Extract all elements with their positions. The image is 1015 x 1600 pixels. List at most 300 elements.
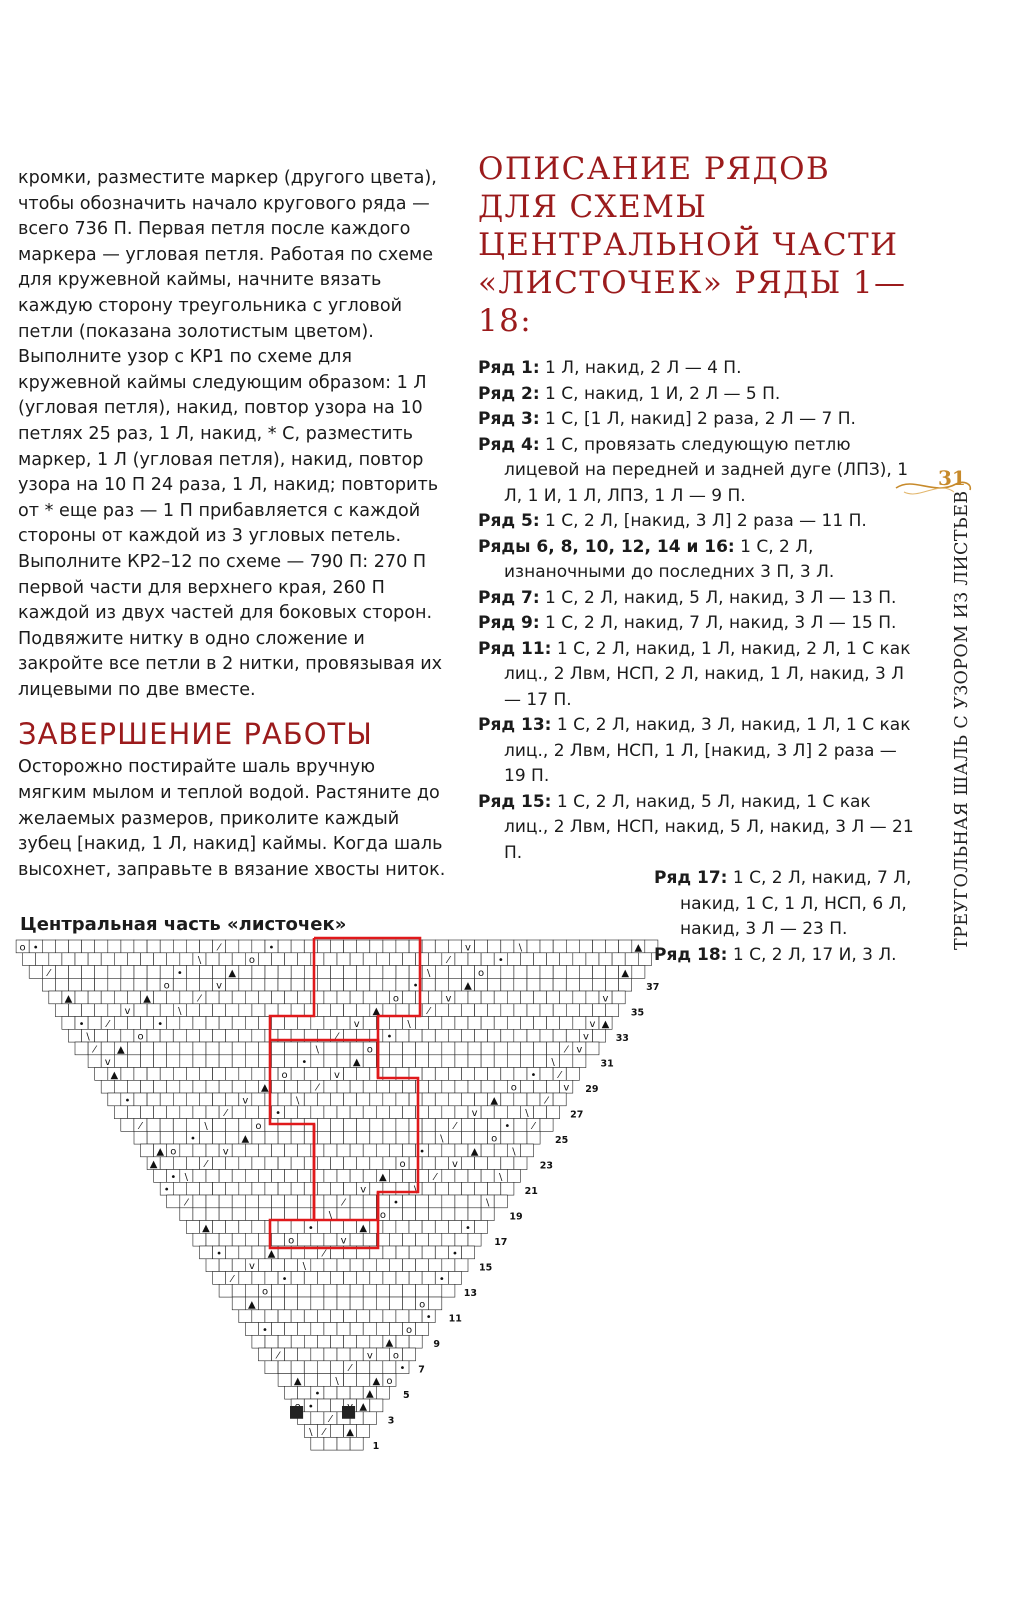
- chart-cell: [317, 1093, 330, 1106]
- chart-cell: [337, 1017, 350, 1030]
- chart-symbol: \: [407, 1018, 411, 1030]
- chart-cell: [403, 953, 416, 966]
- chart-cell: [468, 1208, 481, 1221]
- chart-cell: [324, 1195, 337, 1208]
- chart-cell: [285, 1042, 298, 1055]
- chart-cell: [442, 1106, 455, 1119]
- chart-cell: [82, 966, 95, 979]
- right-column: [478, 150, 918, 968]
- chart-cell: [304, 1335, 317, 1348]
- chart-cell: [468, 1080, 481, 1093]
- chart-cell: [612, 991, 625, 1004]
- chart-cell: [180, 1042, 193, 1055]
- chart-cell: [213, 1272, 226, 1285]
- chart-cell: [416, 1323, 429, 1336]
- chart-symbol: ⁄: [342, 1197, 345, 1209]
- chart-cell: [527, 1004, 540, 1017]
- chart-cell: [416, 1233, 429, 1246]
- chart-cell: [213, 1068, 226, 1081]
- chart-cell: [442, 1208, 455, 1221]
- chart-symbol: •: [504, 1120, 511, 1132]
- chart-cell: [141, 1080, 154, 1093]
- chart-cell: [514, 1131, 527, 1144]
- chart-symbol: •: [438, 1273, 445, 1285]
- chart-symbol: o: [281, 1069, 288, 1081]
- chart-symbol: ⁄: [558, 1069, 561, 1081]
- chart-cell: [232, 1042, 245, 1055]
- chart-cell: [186, 1004, 199, 1017]
- chart-cell: [429, 1144, 442, 1157]
- chart-symbol: ▲: [621, 967, 630, 979]
- intro-paragraph: кромки, разместите маркер (другого цвета), чтобы обозначить начало кругового ряда — всего 736 П. Первая петля после каждого маркера — угловая петля. Работая по схеме для кружевной каймы, начните вязать каждую сторону треугольника с угловой петли (показана золотистым цветом). Выполните узор с КР1 по схеме для кружевной каймы следующим образом: 1 Л (угловая петля), накид, повтор узора на 10 петлях 25 раз, 1 Л, накид, * С, разместить маркер, 1 Л (угловая петля), накид, повтор узора на 10 П 24 раза, 1 Л, накид; повторить от * еще раз — 1 П прибавляется с каждой стороны от каждой из 3 угловых петель. Выполните КР2–12 по схеме — 790 П: 270 П первой части для верхнего края, 260 П каждой из двух частей для боковых сторон. Подвяжите нитку в одно сложение и закройте все петли в 2 нитки, провязывая их лицевыми по две вместе.: [18, 168, 443, 700]
- chart-symbol: •: [262, 1324, 268, 1336]
- row-text: 1 С, 2 Л, 17 И, 3 Л.: [727, 944, 897, 965]
- chart-cell: [435, 1029, 448, 1042]
- chart-symbol: ⁄: [316, 1082, 319, 1094]
- chart-cell: [586, 1042, 599, 1055]
- chart-cell: [350, 1348, 363, 1361]
- chart-cell: [193, 1208, 206, 1221]
- chart-cell: [534, 1106, 547, 1119]
- chart-cell: [429, 1284, 442, 1297]
- chart-cell: [429, 1042, 442, 1055]
- chart-symbol: •: [412, 980, 419, 992]
- chart-cell: [344, 1310, 357, 1323]
- chart-cell: [154, 1106, 167, 1119]
- chart-cell: [435, 1093, 448, 1106]
- chart-symbol: •: [307, 1222, 314, 1234]
- chart-cell: [317, 1335, 330, 1348]
- chart-symbol: o: [419, 1299, 426, 1311]
- chart-cell: [272, 1259, 285, 1272]
- chart-cell: [514, 1004, 527, 1017]
- chart-symbol: ▲: [352, 1057, 361, 1068]
- chart-cell: [272, 1017, 285, 1030]
- chart-cell: [573, 991, 586, 1004]
- chart-cell: [422, 1029, 435, 1042]
- chart-cell: [173, 1131, 186, 1144]
- chart-cell: [186, 1068, 199, 1081]
- chart-cell: [481, 1144, 494, 1157]
- chart-symbol: o: [491, 1133, 498, 1145]
- chart-cell: [317, 1399, 330, 1412]
- chart-symbol: ⁄: [545, 1095, 548, 1107]
- chart-cell: [357, 1310, 370, 1323]
- chart-cell: [252, 1004, 265, 1017]
- chart-cell: [285, 953, 298, 966]
- chart-cell: [455, 1055, 468, 1068]
- chart-cell: [566, 978, 579, 991]
- chart-cell: [285, 991, 298, 1004]
- chart-row-number: 1: [372, 1441, 380, 1452]
- chart-cell: [160, 1157, 173, 1170]
- chart-cell: [357, 1093, 370, 1106]
- row-text: 1 С, провязать следующую петлю лицевой на передней и задней дуге (ЛПЗ), 1 Л, 1 И, 1 Л, ЛПЗ, 1 Л — 9 П.: [504, 434, 909, 506]
- chart-cell: [219, 1055, 232, 1068]
- chart-cell: [534, 1080, 547, 1093]
- chart-cell: [331, 1335, 344, 1348]
- chart-symbol: •: [386, 1031, 393, 1043]
- chart-cell: [455, 953, 468, 966]
- chart-cell: [55, 978, 68, 991]
- chart-cell: [324, 1042, 337, 1055]
- chart-cell: [186, 1029, 199, 1042]
- chart-cell: [534, 1017, 547, 1030]
- chart-cell: [147, 978, 160, 991]
- chart-cell: [330, 1272, 343, 1285]
- chart-cell: [278, 1004, 291, 1017]
- chart-cell: [337, 1437, 350, 1450]
- chart-symbol: •: [157, 1018, 164, 1030]
- chart-cell: [363, 1233, 376, 1246]
- chart-cell: [383, 1157, 396, 1170]
- chart-cell: [579, 978, 592, 991]
- chart-cell: [311, 1297, 324, 1310]
- chart-cell: [265, 1272, 278, 1285]
- chart-cell: [435, 940, 448, 953]
- chart-cell: [298, 1233, 311, 1246]
- chart-cell: [278, 1310, 291, 1323]
- chart-symbol: \: [512, 1146, 516, 1158]
- chart-cell: [396, 1131, 409, 1144]
- chart-cell: [258, 953, 271, 966]
- row-label: Ряд 17:: [654, 868, 728, 888]
- chart-cell: [304, 1374, 317, 1387]
- chart-cell: [285, 1195, 298, 1208]
- chart-cell: [239, 1221, 252, 1234]
- row-text: 1 С, 2 Л, накид, 5 Л, накид, 3 Л — 13 П.: [539, 587, 897, 608]
- chart-cell: [134, 1068, 147, 1081]
- chart-cell: [200, 966, 213, 979]
- chart-cell: [219, 1195, 232, 1208]
- row-instruction: [654, 943, 918, 969]
- chart-cell: [507, 991, 520, 1004]
- chart-symbol: ▲: [346, 1426, 354, 1438]
- chart-cell: [540, 978, 553, 991]
- chart-cell: [311, 1437, 324, 1450]
- chart-symbol: ▲: [143, 993, 151, 1005]
- chart-cell: [121, 1119, 134, 1132]
- chart-cell: [370, 978, 383, 991]
- chart-cell: [317, 966, 330, 979]
- chart-cell: [232, 991, 245, 1004]
- chart-cell: [82, 1004, 95, 1017]
- chart-cell: [324, 1106, 337, 1119]
- row-label: Ряд 11:: [478, 638, 552, 659]
- chart-cell: [593, 1029, 606, 1042]
- chart-cell: [298, 1042, 311, 1055]
- chart-symbol: •: [268, 942, 275, 954]
- chart-cell: [350, 1144, 363, 1157]
- chart-cell: [481, 1080, 494, 1093]
- chart-cell: [199, 978, 212, 991]
- chart-cell: [232, 1233, 245, 1246]
- chart-cell: [206, 1259, 219, 1272]
- chart-cell: [409, 1272, 422, 1285]
- page-number: 31: [938, 466, 966, 490]
- chart-cell: [95, 940, 108, 953]
- chart-cell: [298, 1017, 311, 1030]
- chart-cell: [481, 1106, 494, 1119]
- row-text: 1 С, 2 Л, накид, 1 Л, накид, 2 Л, 1 С как лиц., 2 Лвм, НСП, 2 Л, накид, 1 Л, накид, 3 Л — 17 П.: [504, 638, 911, 710]
- chart-cell: [278, 1335, 291, 1348]
- chart-cell: [350, 1106, 363, 1119]
- knitting-chart: [0, 930, 660, 1470]
- chart-cell: [180, 1055, 193, 1068]
- row-label: Ряд 7:: [478, 587, 540, 608]
- chart-cell: [245, 1170, 258, 1183]
- chart-cell: [311, 1348, 324, 1361]
- chart-symbol: •: [307, 1401, 314, 1413]
- row-text: 1 Л, накид, 2 Л — 4 П.: [539, 358, 742, 378]
- chart-symbol: •: [392, 1197, 399, 1209]
- row-label: Ряд 2:: [478, 383, 540, 404]
- chart-row-number: 21: [524, 1186, 538, 1197]
- chart-symbol: o: [406, 1324, 413, 1336]
- chart-symbol: ⁄: [532, 1120, 535, 1132]
- chart-cell: [448, 1068, 461, 1081]
- chart-cell: [403, 1042, 416, 1055]
- chart-cell: [114, 1080, 127, 1093]
- chart-cell: [455, 1195, 468, 1208]
- chart-cell: [199, 1068, 212, 1081]
- chart-cell: [357, 978, 370, 991]
- chart-cell: [344, 940, 357, 953]
- chart-cell: [376, 1386, 389, 1399]
- chart-cell: [422, 1246, 435, 1259]
- chart-symbol: v: [222, 1146, 229, 1158]
- chart-cell: [291, 1004, 304, 1017]
- chart-cell: [180, 1106, 193, 1119]
- chart-cell: [160, 940, 173, 953]
- chart-cell: [167, 1195, 180, 1208]
- chart-cell: [442, 1055, 455, 1068]
- chart-cell: [619, 978, 632, 991]
- chart-cell: [363, 1208, 376, 1221]
- chart-symbol: ▲: [601, 1018, 610, 1030]
- chart-cell: [350, 1208, 363, 1221]
- chart-symbol: ▲: [241, 1133, 250, 1145]
- chart-cell: [317, 1119, 330, 1132]
- chart-symbol: ▲: [470, 1146, 479, 1158]
- chart-symbol: o: [366, 1044, 373, 1056]
- chart-cell: [272, 1170, 285, 1183]
- chart-symbol: •: [301, 1057, 308, 1068]
- chart-cell: [527, 978, 540, 991]
- chart-cell: [304, 1068, 317, 1081]
- chart-symbol: v: [366, 1350, 373, 1362]
- chart-cell: [435, 1246, 448, 1259]
- chart-cell: [363, 1297, 376, 1310]
- chart-cell: [167, 953, 180, 966]
- chart-cell: [88, 1055, 101, 1068]
- chart-cell: [252, 1310, 265, 1323]
- chart-cell: [239, 1029, 252, 1042]
- chart-cell: [520, 991, 533, 1004]
- chart-cell: [298, 1208, 311, 1221]
- chart-cell: [520, 1080, 533, 1093]
- chart-cell: [586, 991, 599, 1004]
- chart-cell: [141, 1144, 154, 1157]
- chart-cell: [29, 966, 42, 979]
- chart-symbol: ▲: [372, 1006, 381, 1017]
- row-instruction: [478, 790, 918, 867]
- chart-cell: [147, 1004, 160, 1017]
- chart-cell: [252, 1068, 265, 1081]
- chart-symbol: ▲: [149, 1159, 158, 1170]
- chart-cell: [95, 1068, 108, 1081]
- chart-cell: [455, 1233, 468, 1246]
- chart-cell: [272, 1080, 285, 1093]
- chart-cell: [409, 1093, 422, 1106]
- chart-cell: [55, 966, 68, 979]
- chart-cell: [239, 1004, 252, 1017]
- chart-cell: [173, 940, 186, 953]
- chart-cell: [344, 1068, 357, 1081]
- chart-symbol: ⁄: [565, 1044, 568, 1056]
- chart-cell: [357, 1425, 370, 1438]
- chart-cell: [304, 1157, 317, 1170]
- row-instruction: [654, 866, 918, 943]
- chart-cell: [462, 1182, 475, 1195]
- chart-cell: [278, 1221, 291, 1234]
- chart-cell: [114, 1106, 127, 1119]
- chart-cell: [88, 1017, 101, 1030]
- chart-cell: [127, 1106, 140, 1119]
- rows-heading: ОПИСАНИЕ РЯДОВ ДЛЯ СХЕМЫ ЦЕНТРАЛЬНОЙ ЧАСТИ «ЛИСТОЧЕК» РЯДЫ 1—18:: [478, 151, 907, 339]
- chart-cell: [435, 978, 448, 991]
- chart-cell: [494, 1042, 507, 1055]
- chart-cell: [350, 1323, 363, 1336]
- chart-cell: [239, 966, 252, 979]
- chart-symbol: ⁄: [231, 1273, 234, 1285]
- chart-cell: [324, 991, 337, 1004]
- chart-cell: [455, 1259, 468, 1272]
- chart-cell: [232, 1170, 245, 1183]
- finish-paragraph: Осторожно постирайте шаль вручную мягким мылом и теплой водой. Растяните до желаемых размеров, приколите каждый зубец [накид, 1 Л, накид] каймы. Когда шаль высохнет, заправьте в вязание хвосты ниток.: [18, 757, 446, 880]
- chart-symbol: ▲: [385, 1337, 394, 1349]
- chart-cell: [252, 940, 265, 953]
- chart-symbol: v: [340, 1235, 347, 1247]
- chart-symbol: ▲: [64, 993, 73, 1005]
- row-text: 1 С, 2 Л, изнаночными до последних 3 П, 3 Л.: [504, 536, 835, 582]
- chart-cell: [272, 1208, 285, 1221]
- chart-cell: [389, 1106, 402, 1119]
- chart-cell: [272, 1042, 285, 1055]
- chart-cell: [488, 1068, 501, 1081]
- chart-symbol: o: [379, 1210, 386, 1221]
- chart-symbol: •: [497, 955, 504, 966]
- chart-symbol: ▲: [228, 967, 237, 979]
- chart-cell: [291, 966, 304, 979]
- chart-cell: [88, 953, 101, 966]
- chart-cell: [566, 1004, 579, 1017]
- chart-cell: [213, 1131, 226, 1144]
- chart-cell: [488, 1004, 501, 1017]
- chart-cell: [396, 1335, 409, 1348]
- chart-row-number: 11: [448, 1313, 462, 1325]
- chart-cell: [173, 978, 186, 991]
- row-text: 1 С, 2 Л, [накид, 3 Л] 2 раза — 11 П.: [539, 511, 867, 531]
- chart-cell: [422, 1131, 435, 1144]
- chart-cell: [330, 1361, 343, 1374]
- chart-cell: [147, 1093, 160, 1106]
- chart-cell: [403, 1170, 416, 1183]
- chart-cell: [520, 1017, 533, 1030]
- chart-cell: [461, 1093, 474, 1106]
- chart-cell: [324, 1323, 337, 1336]
- chart-cell: [324, 1437, 337, 1450]
- chart-cell: [226, 1182, 239, 1195]
- chart-cell: [527, 1131, 540, 1144]
- chart-cell: [435, 1182, 448, 1195]
- chart-symbol: v: [582, 1031, 589, 1043]
- chart-cell: [337, 1259, 350, 1272]
- chart-cell: [239, 1119, 252, 1132]
- chart-cell: [82, 978, 95, 991]
- chart-cell: [514, 978, 527, 991]
- chart-cell: [206, 1017, 219, 1030]
- chart-cell: [337, 1080, 350, 1093]
- chart-cell: [330, 1310, 343, 1323]
- chart-cell: [507, 1042, 520, 1055]
- chart-cell: [330, 1093, 343, 1106]
- chart-cell: [258, 1144, 271, 1157]
- chart-cell: [547, 1017, 560, 1030]
- chart-cell: [363, 1144, 376, 1157]
- chart-cell: [442, 1259, 455, 1272]
- chart-cell: [245, 1208, 258, 1221]
- chart-cell: [442, 1284, 455, 1297]
- chart-symbol: ▲: [378, 1171, 387, 1183]
- chart-cell: [298, 1144, 311, 1157]
- chart-symbol: ⁄: [218, 942, 220, 954]
- chart-cell: [461, 1119, 474, 1132]
- chart-cell: [481, 1042, 494, 1055]
- chart-symbol: •: [163, 1184, 170, 1196]
- chart-cell: [416, 1208, 429, 1221]
- chart-cell: [363, 1323, 376, 1336]
- chart-cell: [527, 1029, 540, 1042]
- chart-symbol: •: [399, 1363, 406, 1374]
- chart-symbol: \: [413, 1184, 418, 1196]
- chart-cell: [219, 1042, 232, 1055]
- chart-cell: [180, 991, 193, 1004]
- chart-symbol: ▲: [359, 1222, 368, 1234]
- chart-cell: [435, 1004, 448, 1017]
- chart-cell: [265, 1068, 278, 1081]
- chart-cell: [206, 991, 219, 1004]
- chart-cell: [455, 1144, 468, 1157]
- chart-cell: [383, 1131, 396, 1144]
- chart-symbol: \: [296, 1095, 300, 1107]
- chart-cell: [337, 1042, 350, 1055]
- chart-cell: [147, 1029, 160, 1042]
- chart-cell: [501, 1068, 514, 1081]
- chart-cell: [245, 1055, 258, 1068]
- chart-cell: [520, 1055, 533, 1068]
- chart-cell: [324, 1259, 337, 1272]
- chart-cell: [376, 1284, 389, 1297]
- chart-symbol: ▲: [372, 1375, 381, 1387]
- chart-cell: [344, 1272, 357, 1285]
- chart-cell: [501, 1131, 514, 1144]
- chart-cell: [448, 1221, 461, 1234]
- chart-cell: [357, 966, 370, 979]
- chart-cell: [278, 1131, 291, 1144]
- chart-cell: [409, 1029, 422, 1042]
- chart-cell: [344, 966, 357, 979]
